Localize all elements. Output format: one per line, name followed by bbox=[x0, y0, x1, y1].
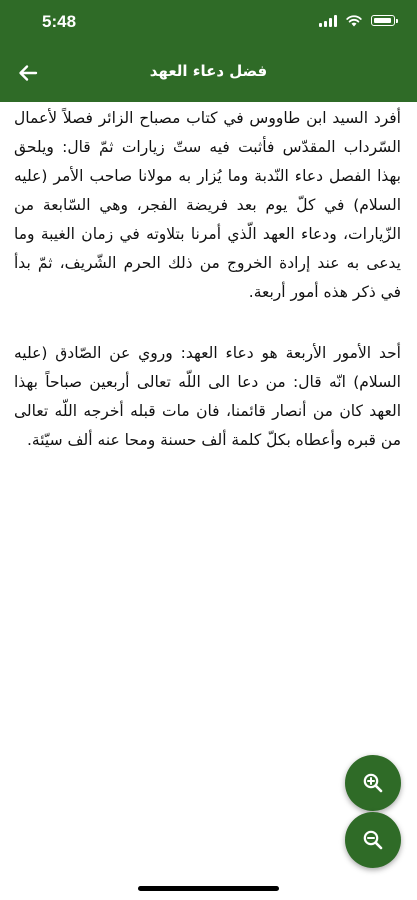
status-icons bbox=[319, 14, 395, 27]
paragraph: أفرد السيد ابن طاووس في كتاب مصباح الزائر فصلاً لأعمال السّرداب المقدّس فأثبت فيه ستّ زيارات ثمّ قال: ويلحق بهذا الفصل دعاء النّدبة وما يُزار به مولانا صاحب الأمر (عليه السلام) في كلّ يوم بعد فريضة الفجر، وهي السّابعة من الزّيارات، ودعاء العهد الّذي أمرنا بتلاوته في زمان الغيبة وما يدعى به عند إرادة الخروج من ذلك الحرم الشّريف، ثمّ بدأ في ذكر هذه أمور أربعة. bbox=[14, 109, 401, 301]
home-indicator[interactable] bbox=[138, 886, 279, 891]
app-bar bbox=[0, 44, 417, 102]
zoom-out-icon bbox=[361, 828, 385, 852]
wifi-icon bbox=[345, 14, 363, 27]
page-title: فضل دعاء العهد bbox=[149, 62, 268, 80]
zoom-in-button[interactable] bbox=[345, 755, 401, 811]
zoom-out-button[interactable] bbox=[345, 812, 401, 868]
zoom-in-icon bbox=[361, 771, 385, 795]
article-body bbox=[14, 104, 401, 487]
status-bar bbox=[0, 0, 417, 44]
paragraph: أحد الأمور الأربعة هو دعاء العهد: وروي عن الصّادق (عليه السلام) انّه قال: من دعا الى اللّه تعالى أربعين صباحاً بهذا العهد كان من أنصار قائمنا، فان مات قبله أخرجه اللّه تعالى من قبره وأعطاه بكلّ كلمة ألف حسنة ومحا عنه ألف سيّئة. bbox=[14, 344, 401, 449]
cellular-signal-icon bbox=[319, 15, 337, 27]
status-time: 5:48 bbox=[42, 12, 77, 31]
battery-icon bbox=[371, 15, 395, 26]
